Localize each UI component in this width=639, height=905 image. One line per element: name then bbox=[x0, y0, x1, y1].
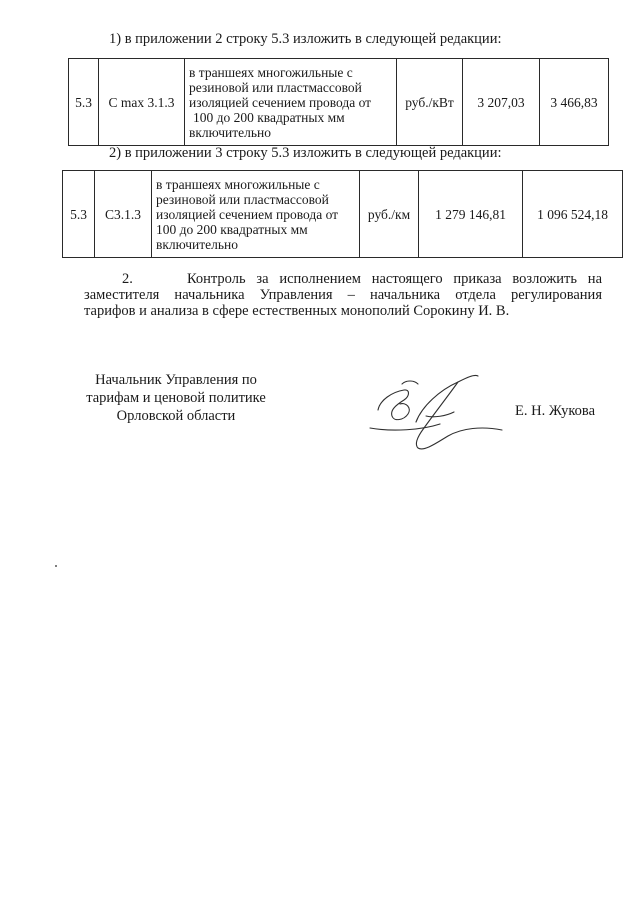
description-line: включительно bbox=[189, 124, 272, 140]
table-row bbox=[63, 171, 623, 258]
paragraph-line: заместителя начальника Управления – начальника отдела регулирования bbox=[84, 287, 602, 304]
description-line: резиновой или пластмассовой bbox=[189, 79, 362, 95]
signatory-title-line: Орловской области bbox=[116, 408, 236, 424]
cell-code: С3.1.3 bbox=[95, 171, 152, 258]
scan-speck bbox=[55, 565, 57, 567]
signatory-title-line: Начальник Управления по bbox=[95, 372, 257, 388]
cell-unit: руб./кВт bbox=[397, 59, 463, 146]
paragraph-number: 2. bbox=[122, 271, 133, 287]
cell-description bbox=[152, 171, 360, 258]
paragraph-line: тарифов и анализа в сфере естественных монополий Сорокину И. В. bbox=[84, 303, 510, 320]
cell-value-2: 3 466,83 bbox=[540, 59, 609, 146]
description-line: изоляцией сечением провода от bbox=[156, 206, 339, 222]
description-line: 100 до 200 квадратных мм bbox=[156, 221, 308, 237]
description-line: 100 до 200 квадратных мм bbox=[193, 109, 345, 125]
description-line: в траншеях многожильные с bbox=[156, 176, 320, 192]
cell-value-1: 3 207,03 bbox=[463, 59, 540, 146]
signatory-name: Е. Н. Жукова bbox=[515, 403, 596, 419]
paragraph-2 bbox=[84, 271, 602, 320]
cell-value-2: 1 096 524,18 bbox=[523, 171, 623, 258]
paragraph-line bbox=[84, 271, 602, 287]
cell-row-number: 5.3 bbox=[63, 171, 95, 258]
item1-heading: 1) в приложении 2 строку 5.3 изложить в следующей редакции: bbox=[109, 31, 502, 47]
item2-heading: 2) в приложении 3 строку 5.3 изложить в следующей редакции: bbox=[109, 145, 502, 161]
signatory-title bbox=[78, 371, 274, 425]
description-line: включительно bbox=[156, 236, 239, 252]
signatory-title-line: тарифам и ценовой политике bbox=[86, 390, 266, 406]
cell-unit: руб./км bbox=[360, 171, 419, 258]
cell-description bbox=[185, 59, 397, 146]
description-line: резиновой или пластмассовой bbox=[156, 191, 329, 207]
table-appendix-2-row bbox=[68, 58, 609, 146]
cell-value-1: 1 279 146,81 bbox=[419, 171, 523, 258]
description-line: в траншеях многожильные с bbox=[189, 64, 353, 80]
handwritten-signature bbox=[362, 366, 512, 454]
table-appendix-3-row bbox=[62, 170, 623, 258]
paragraph-text: Контроль за исполнением настоящего приказа возложить на bbox=[186, 271, 602, 287]
cell-row-number: 5.3 bbox=[69, 59, 99, 146]
table-row bbox=[69, 59, 609, 146]
description-line: изоляцией сечением провода от bbox=[189, 94, 372, 110]
cell-code: С max 3.1.3 bbox=[99, 59, 185, 146]
